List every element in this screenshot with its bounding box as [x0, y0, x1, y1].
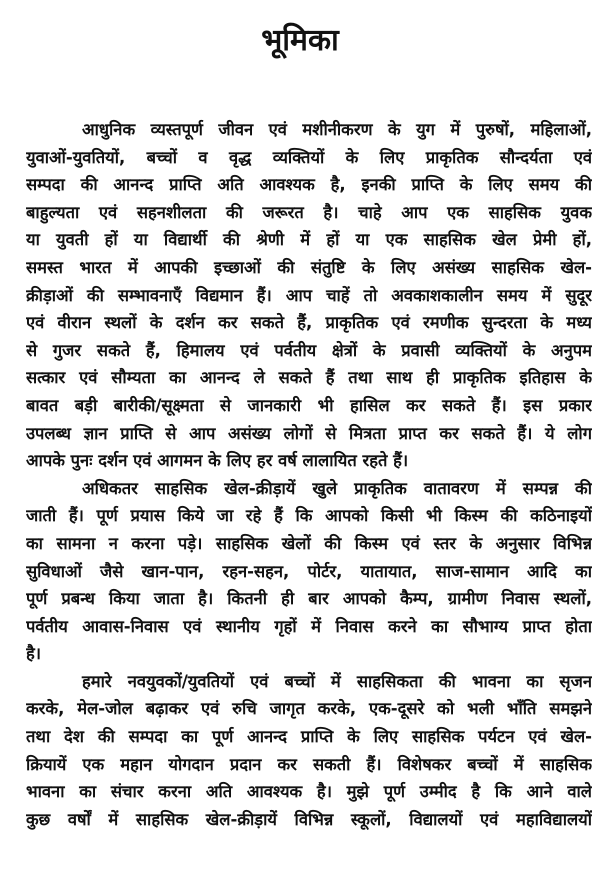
text-line: एवं वीरान स्थलों के दर्शन कर सकते हैं, प्राकृतिक एवं रमणीक सुन्दरता के मध्य [26, 313, 592, 333]
text-line: अधिकतर साहसिक खेल-क्रीड़ायें खुले प्राकृतिक वातावरण में सम्पन्न की [82, 478, 592, 498]
text-line: बाहुल्यता एवं सहनशीलता की जरूरत है। चाहे आप एक साहसिक युवक [26, 202, 592, 222]
text-line: बावत बड़ी बारीकी/सूक्ष्मता से जानकारी भी हासिल कर सकते हैं। इस प्रकार [26, 395, 592, 415]
text-line: तथा देश की सम्पदा का पूर्ण आनन्द प्राप्ति के लिए साहसिक पर्यटन एवं खेल- [26, 727, 592, 747]
text-line: आपके पुनः दर्शन एवं आगमन के लिए हर वर्ष लालायित रहते हैं। [26, 451, 409, 471]
page-title: भूमिका [261, 23, 339, 58]
text-line: सम्पदा की आनन्द प्राप्ति अति आवश्यक है, इनकी प्राप्ति के लिए समय की [26, 175, 592, 195]
text-line: पर्वतीय आवास-निवास एवं स्थानीय गृहों में निवास करने का सौभाग्य प्राप्त होता [26, 616, 592, 636]
text-line: सत्कार एवं सौम्यता का आनन्द ले सकते हैं तथा साथ ही प्राकृतिक इतिहास के [26, 368, 592, 388]
text-line: है। [26, 644, 42, 664]
text-line: का सामना न करना पड़े। साहसिक खेलों की किस्म एवं स्तर के अनुसार विभिन्न [26, 533, 592, 553]
document-body [26, 116, 592, 833]
text-line: भावना का संचार करना अति आवश्यक है। मुझे पूर्ण उम्मीद है कि आने वाले [26, 782, 592, 802]
text-line: हमारे नवयुवकों/युवतियों एवं बच्चों में साहसिकता की भावना का सृजन [82, 671, 592, 691]
text-line: कुछ वर्षों में साहसिक खेल-क्रीड़ायें विभिन्न स्कूलों, विद्यालयों एवं महाविद्यालयों [26, 809, 592, 829]
text-line: जाती हैं। पूर्ण प्रयास किये जा रहे हैं कि आपको किसी भी किस्म की कठिनाइयों [26, 506, 592, 526]
text-line: पूर्ण प्रबन्ध किया जाता है। कितनी ही बार आपको कैम्प, ग्रामीण निवास स्थलों, [26, 589, 592, 609]
text-line: उपलब्ध ज्ञान प्राप्ति से आप असंख्य लोगों से मित्रता प्राप्त कर सकते हैं। ये लोग [26, 423, 592, 443]
text-line: करके, मेल-जोल बढ़ाकर एवं रुचि जागृत करके, एक-दूसरे को भली भाँति समझने [26, 699, 592, 719]
text-line: समस्त भारत में आपकी इच्छाओं की संतुष्टि के लिए असंख्य साहसिक खेल- [26, 257, 592, 277]
text-line: युवाओं-युवतियों, बच्चों व वृद्ध व्यक्तियों के लिए प्राकृतिक सौन्दर्यता एवं [26, 147, 592, 167]
text-line: आधुनिक व्यस्तपूर्ण जीवन एवं मशीनीकरण के युग में पुरुषों, महिलाओं, [82, 120, 592, 139]
text-line: क्रियायें एक महान योगदान प्रदान कर सकती हैं। विशेषकर बच्चों में साहसिक [26, 754, 592, 774]
text-line: या युवती हों या विद्यार्थी की श्रेणी में हों या एक साहसिक खेल प्रेमी हों, [26, 230, 592, 250]
text-line: सुविधाओं जैसे खान-पान, रहन-सहन, पोर्टर, यातायात, साज-सामान आदि का [26, 561, 592, 581]
text-line: क्रीड़ाओं की सम्भावनाएँ विद्यमान हैं। आप चाहें तो अवकाशकालीन समय में सुदूर [26, 285, 592, 305]
text-line: से गुजर सकते हैं, हिमालय एवं पर्वतीय क्षेत्रों के प्रवासी व्यक्तियों के अनुपम [26, 340, 592, 360]
